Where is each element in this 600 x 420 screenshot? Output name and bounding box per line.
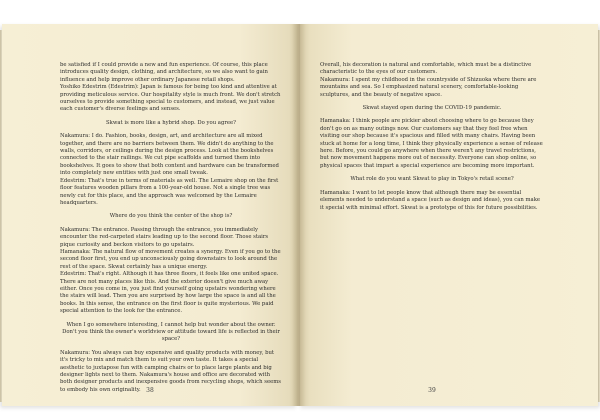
interview-question: What role do you want Skwat to play in Tokyo's retail scene? — [350, 176, 514, 183]
body-paragraph: Edestrim: That's true in terms of materials as well. The Lemaire shop on the first floor features wooden pillars from a 100-year-old house. Not a single tree was newly cut for this place, and the approach was welcomed by the Lemaire headquarters. — [60, 177, 279, 206]
interview-question: Skwat is more like a hybrid shop. Do you agree? — [105, 119, 237, 126]
interview-question: Where do you think the center of the shop is? — [109, 213, 233, 220]
body-paragraph: be satisfied if I could provide a new and fun experience. Of course, this place introduces quality design, clothing, and architecture, so we also want to gain influence and help improve other ordinary Japanese retail shops. — [60, 62, 268, 83]
body-paragraph: Hamanaka: I think people are pickier about choosing where to go because they don't go on as many outings now. Our customers say that they feel free when visiting our shop because it's spacious and filled with many chairs. Having been stuck at home for a long time, I think they physically experience a sense of release here. Before, you could go anywhere when there weren't any travel restrictions, but now movement happens more out of necessity. Everyone can shop online, so physical spaces that impart a special experience are becoming more important. — [320, 118, 543, 169]
left-page-number: 38 — [146, 387, 154, 394]
body-paragraph: Nakamura: You always can buy expensive and quality products with money, but it's tricky to mix and match them to suit your own taste. It takes a special aesthetic to juxtapose fun with camping chairs or to place large plants and big designer lights next to them. Nakamura's house and office are decorated with both designer products and inexpensive goods from recycling shops, which seems to embody his own originality. — [60, 349, 281, 393]
body-paragraph: Edestrim: That's right. Although it has three floors, it feels like one united space. There are not many places like this. And the exterior doesn't give much away either. Once you come in, you just find yourself going upstairs wondering where the stairs will lead. Then you are surprised by how large the space is and all the books. In this sense, the entrance on the first floor is quite mysterious. We paid special attention to the look for the entrance. — [60, 271, 279, 315]
body-paragraph: Hamanaka: The natural flow of movement creates a synergy. Even if you go to the second floor first, you end up unconsciously going downstairs to look around the rest of the space. Skwat certainly has a unique energy. — [60, 248, 281, 270]
body-paragraph: Nakamura: I do. Fashion, books, design, art, and architecture are all mixed together, and there are no barriers between them. We didn't do anything to the walls, corridors, or ceilings during the design process. Look at the bookshelves connected to the stair railings. We cut pipe scaffolds and turned them into bookshelves. It goes to show that both content and hardware can be transformed into completely new entities with just one small tweak. — [60, 133, 279, 177]
left-page-text — [60, 62, 282, 394]
interview-question: Skwat stayed open during the COVID-19 pandemic. — [362, 105, 502, 112]
right-page — [298, 24, 598, 406]
interview-question: When I go somewhere interesting, I cannot help but wonder about the owner. Don't you think the owner's worldview or attitude toward life is reflected in their space? — [62, 321, 280, 343]
right-page-number: 39 — [428, 387, 436, 394]
body-paragraph: Yoshiko Edestrim (Edestrim): Japan is famous for being too kind and attentive at providing meticulous service. Our hospitality style is much front. We don't stretch ourselves to provide something special to customers, and instead, we just value each customer's diverse feelings and senses. — [60, 84, 281, 113]
body-paragraph: Nakamura: I spent my childhood in the countryside of Shizuoka where there are mountains and sea. So I emphasized natural scenery, comfortable-looking sculptures, and the beauty of negative space. — [320, 76, 537, 98]
body-paragraph: Overall, his decoration is natural and comfortable, which must be a distinctive characteristic to the eyes of our customers. — [320, 62, 532, 76]
left-page — [2, 24, 298, 406]
right-page-text — [320, 62, 544, 212]
body-paragraph: Hamanaka: I want to let people know that although there may be essential elements needed to understand a space (such as design and ideas), you can make it special with minimal effort. Skwat is a prototype of this for future possibilities. — [320, 189, 541, 211]
body-paragraph: Nakamura: The entrance. Passing through the entrance, you immediately encounter the red-carpeted stairs leading up to the second floor. Those stairs pique curiosity and beckon visitors to go upstairs. — [60, 226, 269, 248]
